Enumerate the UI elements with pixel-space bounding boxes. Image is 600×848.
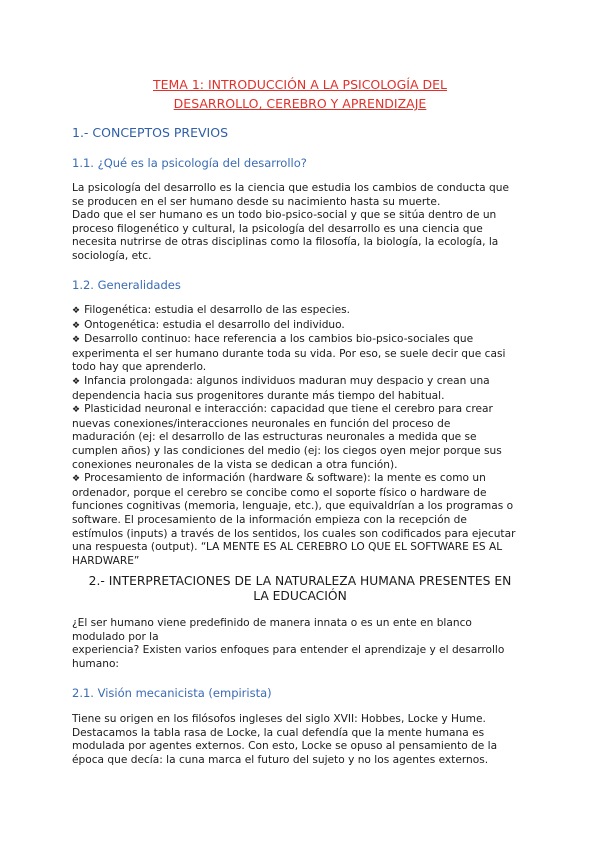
paragraph-line: La psicología del desarrollo es la ciencia que estudia los cambios de conducta que	[72, 182, 509, 194]
paragraph-line: se producen en el ser humano desde su nacimiento hasta su muerte.	[72, 195, 441, 208]
paragraph-line: Destacamos la tabla rasa de Locke, la cual defendía que la mente humana es	[72, 726, 485, 739]
generalidades-list	[72, 304, 532, 568]
bullet-continuation-line: ordenador, porque el cerebro se concibe como el soporte físico o hardware de	[72, 486, 487, 499]
paragraph-line: necesita nutrirse de otras disciplinas como la filosofía, la biología, la ecología, la	[72, 236, 499, 249]
bullet-item: ❖ Desarrollo continuo: hace referencia a los cambios bio-psico-sociales que	[72, 333, 532, 348]
subsection-1-1-body	[72, 182, 532, 264]
bullet-item: ❖ Procesamiento de información (hardware & software): la mente es como un	[72, 472, 532, 487]
bullet-continuation-line: cumplen años) y las condiciones del medio (ej: los ciegos oyen mejor porque sus	[72, 444, 502, 457]
section-2-intro	[72, 617, 532, 671]
title-line-2: DESARROLLO, CEREBRO Y APRENDIZAJE	[173, 96, 427, 111]
bullet-continuation-line: dependencia hacia sus progenitores durante más tiempo del habitual.	[72, 389, 445, 402]
bullet-continuation-line: maduración (ej: el desarrollo de las estructuras neuronales a medida que se	[72, 431, 477, 444]
paragraph-line: proceso filogenético y cultural, la psicología del desarrollo es una ciencia que	[72, 222, 483, 235]
subsection-1-1-heading: 1.1. ¿Qué es la psicología del desarrollo?	[72, 156, 307, 170]
bullet-continuation-line: HARDWARE”	[72, 554, 140, 567]
paragraph-line: Dado que el ser humano es un todo bio-psico-social y que se sitúa dentro de un	[72, 209, 497, 222]
paragraph-line: sociología, etc.	[72, 249, 152, 262]
bullet-continuation-line: experimenta el ser humano durante toda su vida. Por eso, se suele decir que casi	[72, 347, 506, 360]
bullet-continuation-line: software. El procesamiento de la información empieza con la recepción de	[72, 513, 467, 526]
bullet-item: ❖ Infancia prolongada: algunos individuos maduran muy despacio y crean una	[72, 375, 532, 390]
paragraph-line: Tiene su origen en los filósofos ingleses del siglo XVII: Hobbes, Locke y Hume.	[72, 713, 486, 725]
bullet-continuation-line: conexiones neuronales de la vista se dedican a otra función).	[72, 458, 398, 471]
paragraph-line: humano:	[72, 657, 120, 670]
bullet-item: ❖ Filogenética: estudia el desarrollo de las especies.	[72, 304, 532, 319]
paragraph-line: ¿El ser humano viene predefinido de manera innata o es un ente en blanco	[72, 617, 472, 629]
paragraph-line: experiencia? Existen varios enfoques para entender el aprendizaje y el desarrollo	[72, 644, 505, 657]
bullet-continuation-line: nuevas conexiones/interacciones neuronales en función del proceso de	[72, 417, 451, 430]
title-line-1: TEMA 1: INTRODUCCIÓN A LA PSICOLOGÍA DEL	[152, 77, 448, 92]
bullet-continuation-line: funciones cognitivas (memoria, lenguaje, etc.), que equivaldrían a los programas o	[72, 500, 514, 513]
subsection-2-1-heading: 2.1. Visión mecanicista (empirista)	[72, 686, 272, 700]
paragraph-line: modulada por agentes externos. Con esto, Locke se opuso al pensamiento de la	[72, 740, 498, 753]
section-2-heading	[72, 574, 528, 604]
subsection-1-2-heading: 1.2. Generalidades	[72, 278, 181, 292]
section-1-heading: 1.- CONCEPTOS PREVIOS	[72, 125, 229, 140]
bullet-item: ❖ Plasticidad neuronal e interacción: capacidad que tiene el cerebro para crear	[72, 403, 532, 418]
subsection-2-1-body	[72, 713, 532, 767]
section-2-heading-line-1: 2.- INTERPRETACIONES DE LA NATURALEZA HUMANA PRESENTES EN	[88, 574, 512, 588]
paragraph-line: modulado por la	[72, 630, 159, 643]
bullet-continuation-line: estímulos (inputs) a través de los sentidos, los cuales son codificados para ejecutar	[72, 527, 516, 540]
document-title	[72, 75, 528, 113]
bullet-item: ❖ Ontogenética: estudia el desarrollo del individuo.	[72, 319, 532, 334]
section-2-heading-line-2: LA EDUCACIÓN	[253, 589, 347, 603]
bullet-continuation-line: todo hay que aprenderlo.	[72, 361, 207, 374]
bullet-continuation-line: una respuesta (output). “LA MENTE ES AL CEREBRO LO QUE EL SOFTWARE ES AL	[72, 541, 503, 554]
paragraph-line: época que decía: la cuna marca el futuro del sujeto y no los agentes externos.	[72, 753, 489, 766]
